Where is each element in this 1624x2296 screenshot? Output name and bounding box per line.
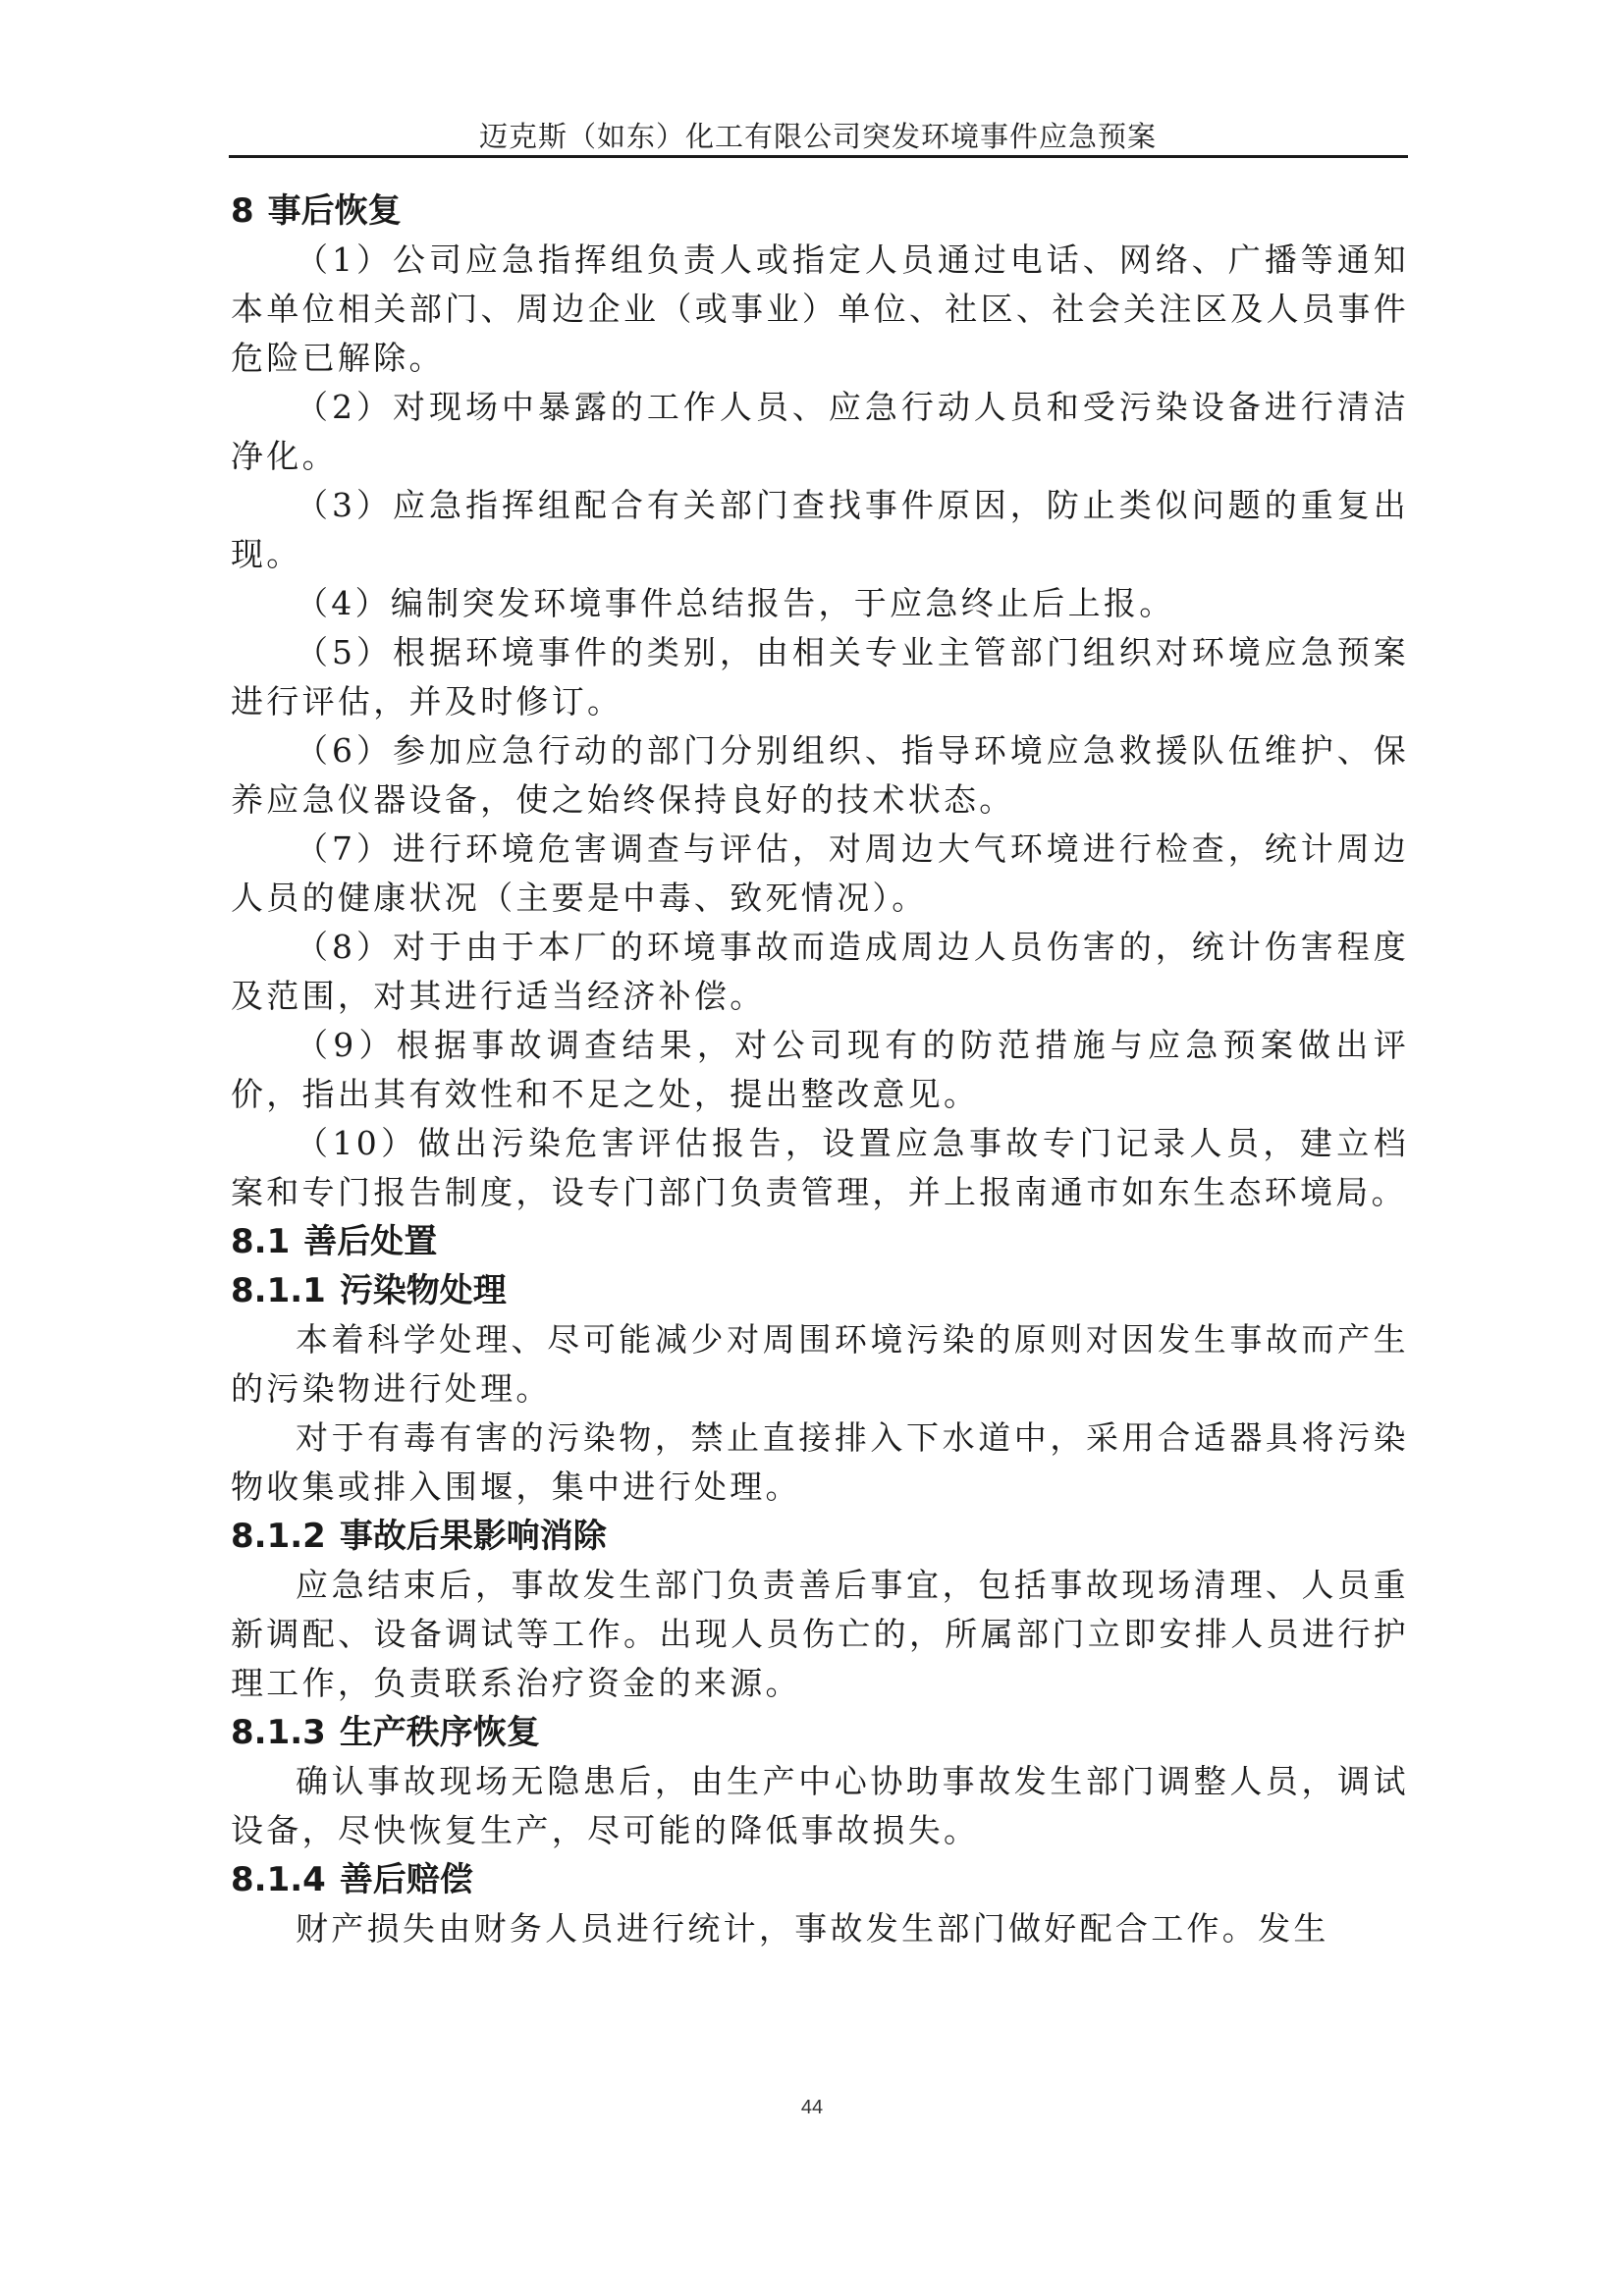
paragraph: 确认事故现场无隐患后，由生产中心协助事故发生部门调整人员，调试设备，尽快恢复生产，尽可能的降低事故损失。 xyxy=(231,1762,1409,1849)
paragraph-item-7: （7）进行环境危害调查与评估，对周边大气环境进行检查，统计周边人员的健康状况（主要是中毒、致死情况）。 xyxy=(231,829,1409,917)
document-body xyxy=(231,187,1409,1953)
paragraph-item-9: （9）根据事故调查结果，对公司现有的防范措施与应急预案做出评价，指出其有效性和不足之处，提出整改意见。 xyxy=(231,1026,1409,1113)
paragraph: 应急结束后，事故发生部门负责善后事宜，包括事故现场清理、人员重新调配、设备调试等工作。出现人员伤亡的，所属部门立即安排人员进行护理工作，负责联系治疗资金的来源。 xyxy=(231,1566,1409,1702)
section-number: 8 xyxy=(231,191,254,231)
section-title: 事故后果影响消除 xyxy=(339,1517,607,1556)
paragraph-item-1: （1）公司应急指挥组负责人或指定人员通过电话、网络、广播等通知本单位相关部门、周边企业（或事业）单位、社区、社会关注区及人员事件危险已解除。 xyxy=(231,240,1409,377)
section-title: 生产秩序恢复 xyxy=(339,1713,540,1752)
paragraph-item-5: （5）根据环境事件的类别，由相关专业主管部门组织对环境应急预案进行评估，并及时修订。 xyxy=(231,633,1409,721)
paragraph: 财产损失由财务人员进行统计，事故发生部门做好配合工作。发生 xyxy=(296,1909,1329,1948)
section-heading-8-1-1 xyxy=(231,1266,1409,1315)
paragraph-item-2: （2）对现场中暴露的工作人员、应急行动人员和受污染设备进行清洁净化。 xyxy=(231,388,1409,475)
section-title: 善后赔偿 xyxy=(339,1860,473,1899)
section-number: 8.1 xyxy=(231,1222,291,1261)
section-title: 善后处置 xyxy=(303,1222,438,1261)
section-heading-8-1-3 xyxy=(231,1708,1409,1757)
section-number: 8.1.1 xyxy=(231,1271,326,1310)
paragraph-item-6: （6）参加应急行动的部门分别组织、指导环境应急救援队伍维护、保养应急仪器设备，使之始终保持良好的技术状态。 xyxy=(231,731,1409,819)
section-number: 8.1.3 xyxy=(231,1713,326,1752)
section-title: 污染物处理 xyxy=(339,1271,507,1310)
paragraph-item-4: （4）编制突发环境事件总结报告，于应急终止后上报。 xyxy=(296,584,1175,622)
section-number: 8.1.4 xyxy=(231,1860,326,1899)
section-heading-8-1-4 xyxy=(231,1855,1409,1904)
paragraph: 对于有毒有害的污染物，禁止直接排入下水道中，采用合适器具将污染物收集或排入围堰，集中进行处理。 xyxy=(231,1418,1409,1506)
section-heading-8-1 xyxy=(231,1217,1409,1266)
paragraph-item-3: （3）应急指挥组配合有关部门查找事件原因，防止类似问题的重复出现。 xyxy=(231,486,1409,573)
section-heading-8-1-2 xyxy=(231,1512,1409,1561)
page-header-title: 迈克斯（如东）化工有限公司突发环境事件应急预案 xyxy=(478,120,1157,153)
page-number: 44 xyxy=(800,2097,824,2118)
paragraph-item-8: （8）对于由于本厂的环境事故而造成周边人员伤害的，统计伤害程度及范围，对其进行适当经济补偿。 xyxy=(231,928,1409,1015)
section-title: 事后恢复 xyxy=(267,191,402,231)
paragraph: 本着科学处理、尽可能减少对周围环境污染的原则对因发生事故而产生的污染物进行处理。 xyxy=(231,1320,1409,1408)
section-number: 8.1.2 xyxy=(231,1517,326,1556)
header-rule xyxy=(229,155,1408,158)
section-heading-8 xyxy=(231,187,1409,236)
paragraph-item-10: （10）做出污染危害评估报告，设置应急事故专门记录人员，建立档案和专门报告制度，设专门部门负责管理，并上报南通市如东生态环境局。 xyxy=(231,1124,1409,1211)
